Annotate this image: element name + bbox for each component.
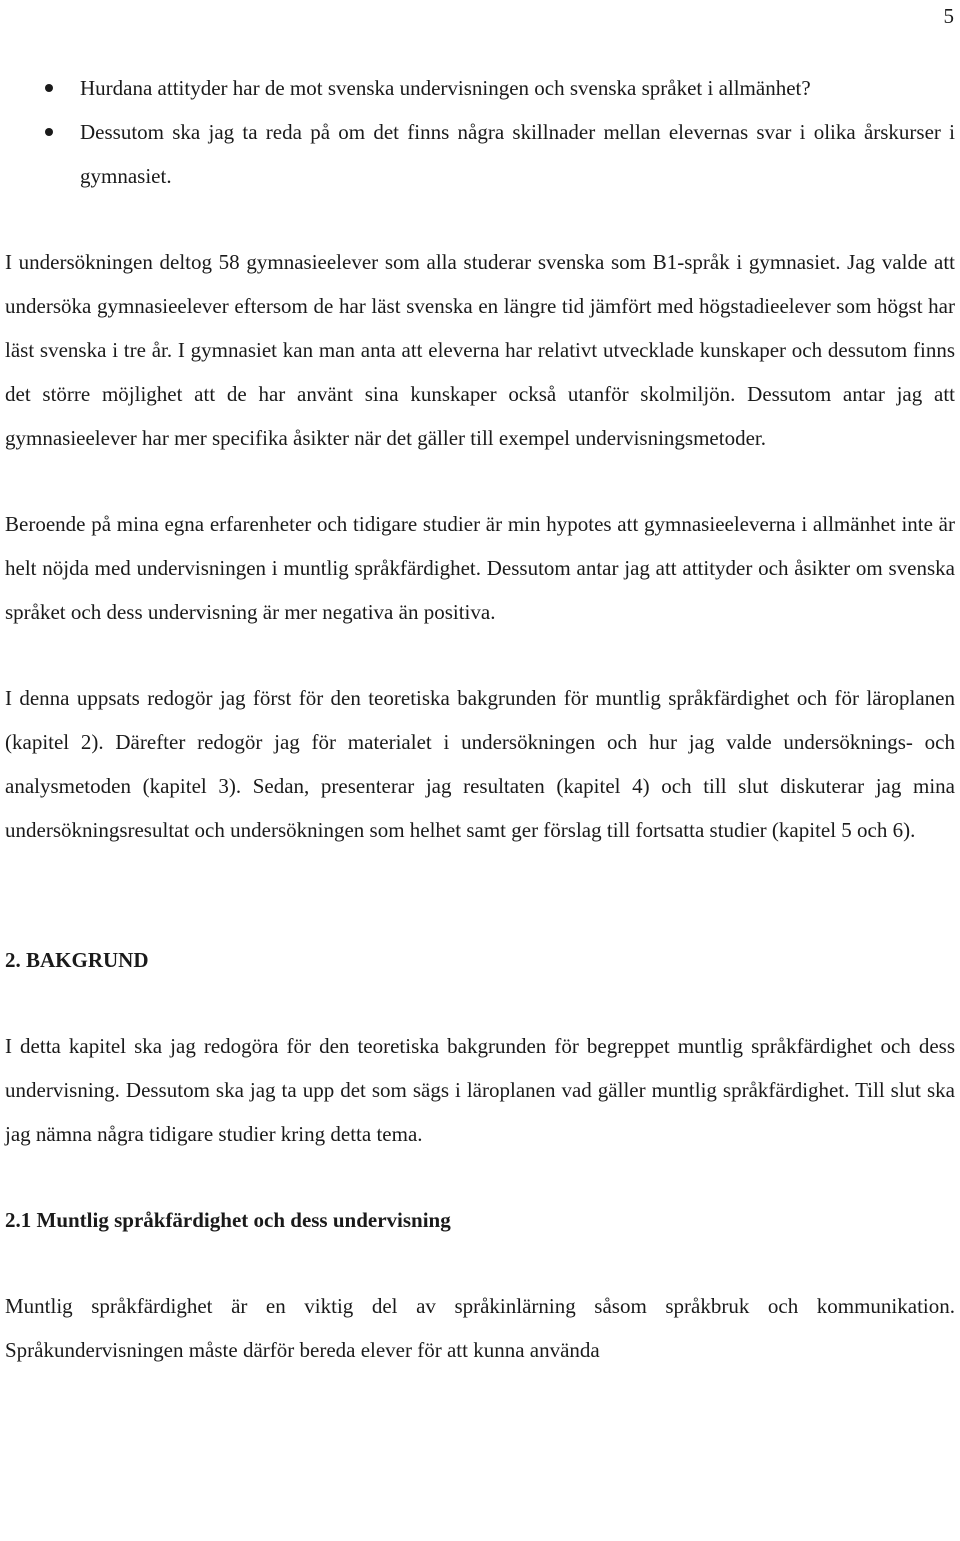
- list-item-text: Dessutom ska jag ta reda på om det finns några skillnader mellan elevernas svar i olika årskurser i gymnasiet.: [80, 120, 955, 188]
- list-item: [5, 110, 955, 198]
- subsection-heading: 2.1 Muntlig språkfärdighet och dess undervisning: [5, 1208, 451, 1232]
- bullet-icon: [45, 128, 53, 136]
- research-questions-list: [5, 66, 955, 198]
- list-item-text: Hurdana attityder har de mot svenska undervisningen och svenska språket i allmänhet?: [80, 76, 811, 100]
- paragraph-hypothesis: Beroende på mina egna erfarenheter och tidigare studier är min hypotes att gymnasieeleverna i allmänhet inte är helt nöjda med undervisningen i muntlig språkfärdighet. Dessutom antar jag att attityder och åsikter om svenska språket och dess undervisning är mer negativa än positiva.: [5, 512, 955, 624]
- list-item: [5, 66, 955, 110]
- bullet-icon: [45, 84, 53, 92]
- paragraph-oral-proficiency: Muntlig språkfärdighet är en viktig del av språkinlärning såsom språkbruk och kommunikation. Språkundervisningen måste därför bereda elever för att kunna använda: [5, 1294, 955, 1362]
- paragraph-outline: I denna uppsats redogör jag först för den teoretiska bakgrunden för muntlig språkfärdighet och för läroplanen (kapitel 2). Därefter redogör jag för materialet i undersökningen och hur jag valde undersöknings- och analysmetoden (kapitel 3). Sedan, presenterar jag resultaten (kapitel 4) och till slut diskuterar jag mina undersökningsresultat och undersökningen som helhet samt ger förslag till fortsatta studier (kapitel 5 och 6).: [5, 686, 955, 842]
- paragraph-chapter-intro: I detta kapitel ska jag redogöra för den teoretiska bakgrunden för begreppet muntlig språkfärdighet och dess undervisning. Dessutom ska jag ta upp det som sägs i läroplanen vad gäller muntlig språkfärdighet. Till slut ska jag nämna några tidigare studier kring detta tema.: [5, 1034, 955, 1146]
- section-heading: 2. BAKGRUND: [5, 948, 149, 972]
- document-body: [5, 66, 955, 1372]
- page-number: 5: [943, 4, 954, 28]
- paragraph-participants: I undersökningen deltog 58 gymnasieelever som alla studerar svenska som B1-språk i gymnasiet. Jag valde att undersöka gymnasieelever eftersom de har läst svenska en längre tid jämfört med högstadieelever som högst har läst svenska i tre år. I gymnasiet kan man anta att eleverna har relativt utvecklade kunskaper och dessutom finns det större möjlighet att de har använt sina kunskaper också utanför skolmiljön. Dessutom antar jag att gymnasieelever har mer specifika åsikter när det gäller till exempel undervisningsmetoder.: [5, 250, 955, 450]
